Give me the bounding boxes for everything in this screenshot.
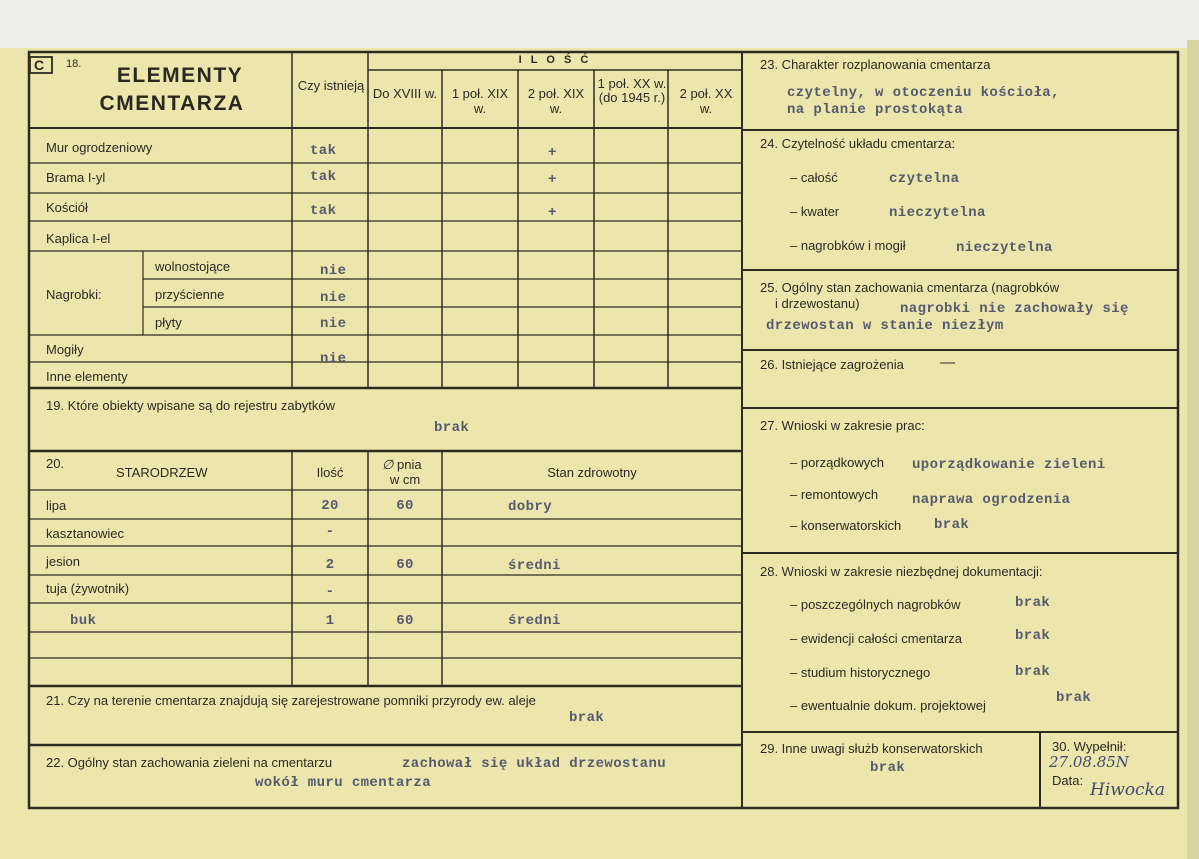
- q30-signature: Hiwocka: [1090, 780, 1166, 800]
- section-number-18: 18.: [66, 58, 82, 70]
- tree-count-2: 2: [325, 557, 335, 573]
- row-label-inne: Inne elementy: [46, 369, 128, 384]
- q28-b-value: brak: [1015, 628, 1051, 644]
- tree-state-4: średni: [508, 613, 561, 629]
- q30-date-label: Data:: [1052, 773, 1084, 788]
- q25-answer-line2: drzewostan w stanie niezłym: [766, 318, 1004, 334]
- mark-kosciol-2p19: +: [548, 205, 557, 221]
- row-label-kaplica: Kaplica I-el: [46, 231, 111, 246]
- q20-col-diam-1: pnia: [397, 457, 422, 472]
- tree-count-3: -: [325, 584, 335, 600]
- q28-a-value: brak: [1015, 595, 1051, 611]
- section-letter: C: [34, 57, 45, 73]
- sublabel-przyscienne: przyściennе: [155, 287, 225, 302]
- q27-kons-label: – konserwatorskich: [790, 518, 902, 533]
- value-mur-exists: tak: [310, 143, 337, 159]
- q24-kwater-label: – kwater: [790, 204, 840, 219]
- q30-label: 30. Wypełnił:: [1052, 739, 1127, 754]
- q20-col-state: Stan zdrowotny: [547, 465, 637, 480]
- tree-diam-2: 60: [396, 557, 414, 573]
- sublabel-wolnostojace: wolnostojące: [155, 259, 231, 274]
- q21-label: 21. Czy na terenie cmentarza znajdują się zarejestrowane pomniki przyrody ew. aleje: [46, 693, 536, 708]
- section-title-line2: CMENTARZA: [99, 92, 245, 115]
- q24-nagrobkow-label: – nagrobków i mogił: [790, 238, 906, 253]
- q28-a-label: – poszczególnych nagrobków: [790, 597, 961, 612]
- q23-answer-line1: czytelny, w otoczeniu kościoła,: [787, 85, 1060, 101]
- q29-answer: brak: [870, 760, 906, 776]
- q23-answer-line2: na planie prostokąta: [787, 102, 964, 118]
- q19-label: 19. Które obiekty wpisane są do rejestru zabytków: [46, 398, 336, 413]
- q24-calosc-value: czytelna: [889, 171, 960, 187]
- row-label-brama: Brama I-yl: [46, 170, 106, 185]
- value-brama-exists: tak: [310, 169, 337, 185]
- q27-rem-value: naprawa ogrodzenia: [912, 492, 1071, 508]
- q23-label: 23. Charakter rozplanowania cmentarza: [760, 57, 991, 72]
- col-header-1p20: 1 poł. XX w. (do 1945 r.): [597, 76, 667, 105]
- tree-name-3: tuja (żywotnik): [46, 581, 130, 596]
- col-header-do18: Do XVIII w.: [372, 86, 438, 101]
- q28-d-value: brak: [1056, 690, 1092, 706]
- tree-state-0: dobry: [508, 499, 553, 515]
- q22-answer-line1: zachował się układ drzewostanu: [402, 756, 667, 772]
- row-label-kosciol: Kościół: [46, 200, 88, 215]
- q30-filled-by: 27.08.85N: [1049, 753, 1129, 771]
- q28-d-label: – ewentualnie dokum. projektowej: [790, 698, 986, 713]
- value-przyscienne: nie: [320, 290, 347, 306]
- col-header-2p20: 2 poł. XX w.: [679, 86, 733, 116]
- q21-answer: brak: [569, 710, 605, 726]
- q20-diam-symbol: ∅: [382, 457, 394, 472]
- q24-kwater-value: nieczytelna: [889, 205, 986, 221]
- q28-c-value: brak: [1015, 664, 1051, 680]
- tree-name-4: buk: [70, 613, 97, 629]
- mark-brama-2p19: +: [548, 172, 557, 188]
- q27-kons-value: brak: [934, 517, 970, 533]
- tree-name-2: jesion: [46, 554, 80, 569]
- tree-count-4: 1: [325, 613, 335, 629]
- q25-label-line1: 25. Ogólny stan zachowania cmentarza (nagrobków: [760, 280, 1060, 295]
- tree-diam-4: 60: [396, 613, 414, 629]
- tree-count-1: -: [325, 524, 335, 540]
- col-header-1p19: 1 poł. XIX w.: [451, 86, 509, 116]
- q27-porz-value: uporządkowanie zieleni: [912, 457, 1106, 473]
- q20-number: 20.: [46, 456, 65, 471]
- q20-col-diam-2: w cm: [389, 472, 421, 487]
- tree-count-0: 20: [321, 498, 339, 514]
- q24-label: 24. Czytelność układu cmentarza:: [760, 136, 956, 151]
- q19-answer: brak: [434, 420, 470, 436]
- sublabel-plyty: płyty: [155, 315, 182, 330]
- row-label-mur: Mur ogrodzeniowy: [46, 140, 153, 155]
- q25-answer-line1: nagrobki nie zachowały się: [900, 301, 1129, 317]
- q28-b-label: – ewidencji całości cmentarza: [790, 631, 962, 646]
- q26-answer: —: [940, 354, 955, 371]
- q22-answer-line2: wokół muru cmentarza: [255, 775, 432, 791]
- section-title-line1: ELEMENTY: [116, 64, 244, 87]
- q20-title: STARODRZEW: [116, 465, 208, 480]
- q27-label: 27. Wnioski w zakresie prac:: [760, 418, 925, 433]
- value-mogily: nie: [320, 351, 347, 367]
- value-plyty: nie: [320, 316, 347, 332]
- value-wolnostojace: nie: [320, 263, 347, 279]
- q28-label: 28. Wnioski w zakresie niezbędnej dokumentacji:: [760, 564, 1043, 579]
- q24-nagrobkow-value: nieczytelna: [956, 240, 1053, 256]
- q29-label: 29. Inne uwagi służb konserwatorskich: [760, 741, 983, 756]
- q28-c-label: – studium historycznego: [790, 665, 931, 680]
- q25-label-line2: i drzewostanu): [775, 296, 860, 311]
- q20-col-count: Ilość: [316, 465, 344, 480]
- tree-name-1: kasztanowiec: [46, 526, 125, 541]
- row-label-mogily: Mogiły: [46, 342, 84, 357]
- q22-label: 22. Ogólny stan zachowania zieleni na cmentarzu: [46, 755, 333, 770]
- q26-label: 26. Istniejące zagrożenia: [760, 357, 904, 372]
- mark-mur-2p19: +: [548, 145, 557, 161]
- q27-rem-label: – remontowych: [790, 487, 879, 502]
- col-exists-header: Czy istnieją: [297, 78, 365, 93]
- quantity-header: I L O Ś Ć: [518, 54, 592, 66]
- tree-state-2: średni: [508, 558, 561, 574]
- q24-calosc-label: – całość: [790, 170, 838, 185]
- col-header-2p19: 2 poł. XIX w.: [527, 86, 585, 116]
- tree-diam-0: 60: [396, 498, 414, 514]
- value-kosciol-exists: tak: [310, 203, 337, 219]
- row-label-nagrobki: Nagrobki:: [46, 287, 102, 302]
- q27-porz-label: – porządkowych: [790, 455, 884, 470]
- tree-name-0: lipa: [46, 498, 67, 513]
